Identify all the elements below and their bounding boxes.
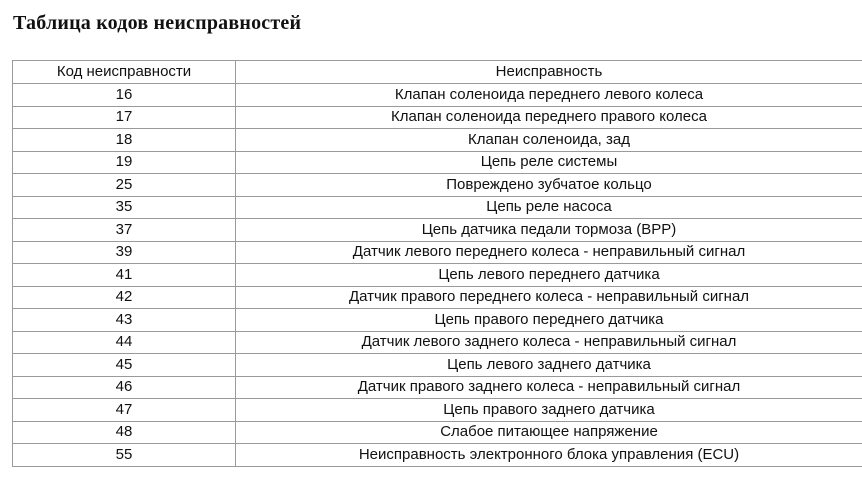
cell-code: 35 [13,196,236,219]
header-code: Код неисправности [13,61,236,84]
table-row [13,376,862,399]
cell-code: 45 [13,354,236,377]
cell-code: 39 [13,241,236,264]
cell-fault: Клапан соленоида переднего правого колеса [236,106,862,129]
cell-code: 47 [13,399,236,422]
cell-fault: Датчик левого заднего колеса - неправильный сигнал [236,331,862,354]
table-header-row [13,61,862,84]
cell-code: 41 [13,264,236,287]
cell-fault: Цепь реле насоса [236,196,862,219]
table-row [13,129,862,152]
table-row [13,84,862,107]
cell-code: 43 [13,309,236,332]
table-row [13,241,862,264]
cell-code: 37 [13,219,236,242]
table-row [13,399,862,422]
cell-fault: Цепь правого заднего датчика [236,399,862,422]
table-row [13,331,862,354]
cell-fault: Слабое питающее напряжение [236,421,862,444]
table-row [13,421,862,444]
table-row [13,151,862,174]
table-row [13,354,862,377]
cell-code: 48 [13,421,236,444]
cell-code: 42 [13,286,236,309]
cell-code: 55 [13,444,236,467]
cell-fault: Цепь левого заднего датчика [236,354,862,377]
cell-code: 46 [13,376,236,399]
cell-code: 17 [13,106,236,129]
cell-fault: Повреждено зубчатое кольцо [236,174,862,197]
table-row [13,196,862,219]
cell-code: 19 [13,151,236,174]
table-row [13,286,862,309]
cell-fault: Цепь реле системы [236,151,862,174]
table-row [13,174,862,197]
cell-fault: Цепь датчика педали тормоза (BPP) [236,219,862,242]
table-row [13,219,862,242]
page-title: Таблица кодов неисправностей [13,12,302,34]
cell-fault: Датчик правого заднего колеса - неправильный сигнал [236,376,862,399]
cell-code: 16 [13,84,236,107]
cell-fault: Клапан соленоида переднего левого колеса [236,84,862,107]
cell-fault: Клапан соленоида, зад [236,129,862,152]
cell-code: 25 [13,174,236,197]
cell-fault: Неисправность электронного блока управления (ECU) [236,444,862,467]
table-row [13,264,862,287]
table-row [13,309,862,332]
cell-fault: Цепь правого переднего датчика [236,309,862,332]
cell-fault: Цепь левого переднего датчика [236,264,862,287]
table-row [13,444,862,467]
header-fault: Неисправность [236,61,862,84]
cell-code: 44 [13,331,236,354]
table-row [13,106,862,129]
cell-fault: Датчик правого переднего колеса - неправильный сигнал [236,286,862,309]
cell-fault: Датчик левого переднего колеса - неправильный сигнал [236,241,862,264]
cell-code: 18 [13,129,236,152]
fault-codes-table [12,60,862,467]
